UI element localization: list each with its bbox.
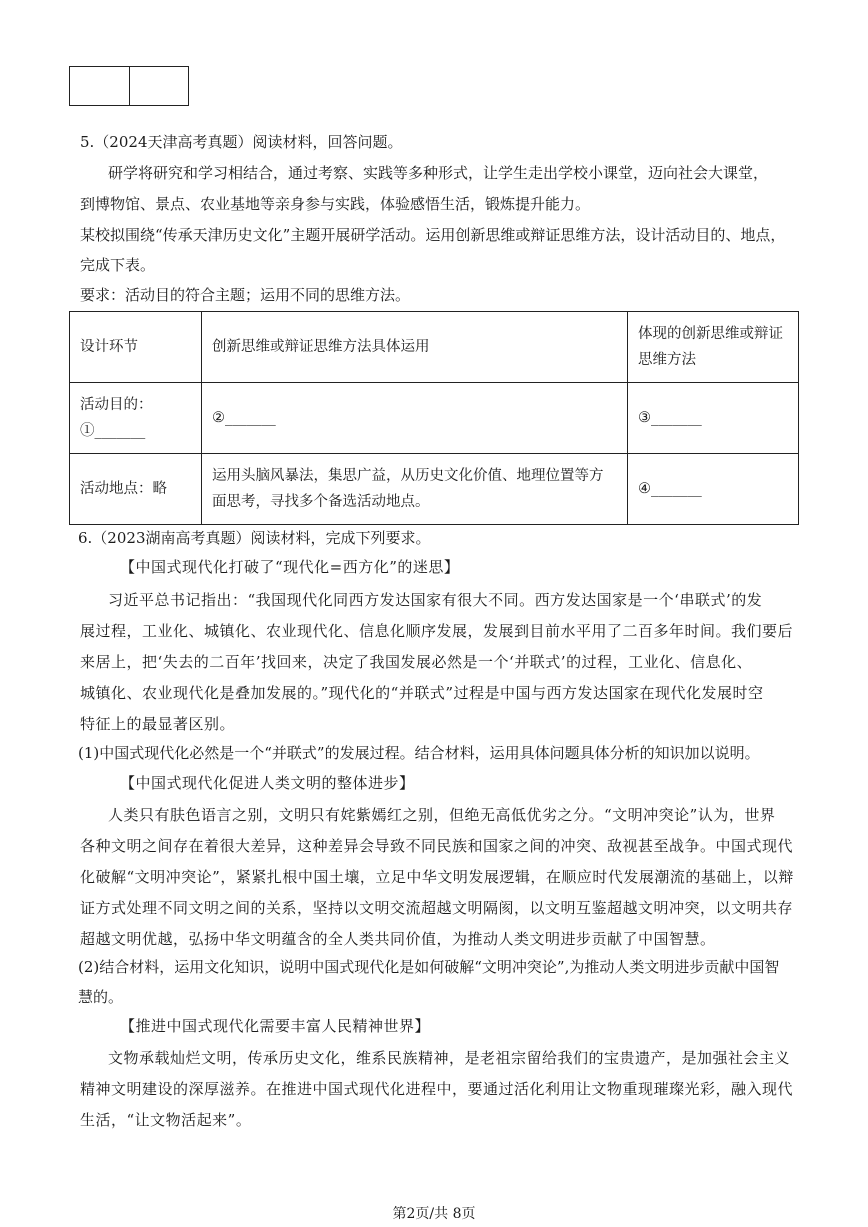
- q6-s2-line3: 化破解“文明冲突论”，紧紧扎根中国土壤，立足中华文明发展逻辑，在顺应时代发展潮流的基础上，以辩: [80, 868, 794, 886]
- design-table: [69, 311, 799, 525]
- q6-s3-line2: 精神文明建设的深厚滋养。在推进中国式现代化进程中，要通过活化利用让文物重现璀璨光彩，融入现代: [80, 1080, 794, 1098]
- q5-para1-line2: 到博物馆、景点、农业基地等亲身参与实践，体验感悟生活，锻炼提升能力。: [80, 195, 591, 213]
- q6-s3-line3: 生活，“让文物活起来”。: [80, 1111, 252, 1129]
- q6-s3-line1: 文物承载灿烂文明，传承历史文化，维系民族精神，是老祖宗留给我们的宝贵遗产，是加强社会主义: [108, 1049, 791, 1067]
- q6-s2-line2: 各种文明之间存在着很大差异，这种差异会导致不同民族和国家之间的冲突、敌视甚至战争。中国式现代: [80, 837, 794, 855]
- table-cell: ②_______: [202, 383, 628, 454]
- q6-s1-line3: 来居上，把‘失去的二百年’找回来，决定了我国发展必然是一个‘并联式’的过程，工业化、信息化、: [80, 653, 753, 671]
- q6-s1-line4: 城镇化、农业现代化是叠加发展的。”现代化的“并联式”过程是中国与西方发达国家在现代化发展时空: [80, 684, 764, 702]
- table-header-cell: 设计环节: [70, 312, 202, 383]
- q6-header: 6.（2023湖南高考真题）阅读材料，完成下列要求。: [78, 529, 431, 547]
- table-cell: 活动目的：①_______: [70, 383, 202, 454]
- q6-s2-line5: 超越文明优越，弘扬中华文明蕴含的全人类共同价值，为推动人类文明进步贡献了中国智慧。: [80, 930, 716, 948]
- q5-para2-line2: 完成下表。: [80, 256, 156, 274]
- answer-box: [69, 66, 189, 106]
- q6-s1-line1: 习近平总书记指出：“我国现代化同西方发达国家有很大不同。西方发达国家是一个‘串联式’的发: [108, 591, 763, 609]
- q6-section2-title: 【中国式现代化促进人类文明的整体进步】: [120, 774, 415, 792]
- table-header-cell: 体现的创新思维或辩证思维方法: [628, 312, 799, 383]
- answer-box-cell: [70, 67, 129, 105]
- q5-header: 5.（2024天津高考真题）阅读材料，回答问题。: [80, 133, 403, 151]
- q6-question2-line1: (2)结合材料，运用文化知识，说明中国式现代化是如何破解“文明冲突论”,为推动人类文明进步贡献中国智: [78, 958, 780, 976]
- table-row: [70, 454, 799, 525]
- table-header-row: [70, 312, 799, 383]
- table-cell: 活动地点：略: [70, 454, 202, 525]
- q6-s2-line4: 证方式处理不同文明之间的关系，坚持以文明交流超越文明隔阂，以文明互鉴超越文明冲突，以文明共存: [80, 899, 794, 917]
- table-cell: ③_______: [628, 383, 799, 454]
- page-footer: 第2页/共 8页: [392, 1206, 476, 1222]
- table-row: [70, 383, 799, 454]
- table-header-cell: 创新思维或辩证思维方法具体运用: [202, 312, 628, 383]
- q5-para2-line1: 某校拟围绕“传承天津历史文化”主题开展研学活动。运用创新思维或辩证思维方法，设计活动目的、地点，: [80, 226, 786, 244]
- q6-s1-line5: 特征上的最显著区别。: [80, 715, 236, 733]
- q6-s2-line1: 人类只有肤色语言之别，文明只有姹紫嫣红之别，但绝无高低优劣之分。“文明冲突论”认为，世界: [108, 806, 776, 824]
- q6-section1-title: 【中国式现代化打破了“现代化=西方化”的迷思】: [120, 558, 460, 576]
- q6-question2-line2: 慧的。: [78, 988, 124, 1006]
- q5-requirement: 要求：活动目的符合主题；运用不同的思维方法。: [80, 286, 411, 304]
- q6-section3-title: 【推进中国式现代化需要丰富人民精神世界】: [120, 1017, 431, 1035]
- answer-box-cell: [129, 67, 189, 105]
- table-cell: 运用头脑风暴法，集思广益，从历史文化价值、地理位置等方面思考，寻找多个备选活动地点。: [202, 454, 628, 525]
- q6-question1: (1)中国式现代化必然是一个“并联式”的发展过程。结合材料，运用具体问题具体分析的知识加以说明。: [78, 744, 760, 762]
- q5-para1-line1: 研学将研究和学习相结合，通过考察、实践等多种形式，让学生走出学校小课堂，迈向社会大课堂，: [108, 164, 769, 182]
- q6-s1-line2: 展过程，工业化、城镇化、农业现代化、信息化顺序发展，发展到目前水平用了二百多年时间。我们要后: [80, 622, 794, 640]
- table-cell: ④_______: [628, 454, 799, 525]
